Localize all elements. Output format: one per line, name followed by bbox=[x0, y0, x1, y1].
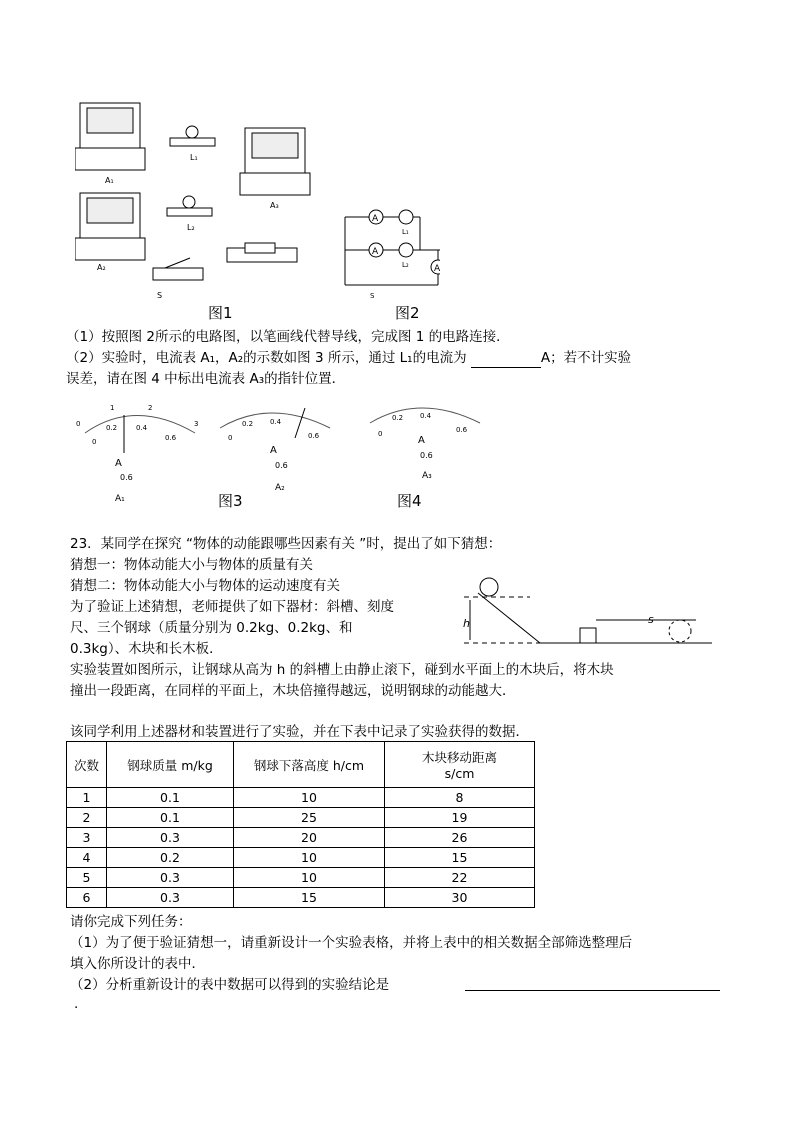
table-cell: 5 bbox=[67, 868, 107, 888]
battery bbox=[227, 243, 297, 262]
table-cell: 10 bbox=[234, 848, 385, 868]
answer-blank[interactable] bbox=[471, 353, 541, 368]
table-row bbox=[67, 828, 535, 848]
table-cell: 0.2 bbox=[107, 848, 234, 868]
svg-text:A: A bbox=[418, 435, 425, 446]
l1-label: L₁ bbox=[190, 153, 198, 162]
table-cell: 22 bbox=[385, 868, 535, 888]
equipment-line2: 尺、三个钢球（质量分别为 0.2kg、0.2kg、和 bbox=[70, 620, 353, 636]
a1-label: A₁ bbox=[105, 176, 114, 185]
scale-label: 0 bbox=[228, 434, 233, 442]
scale-label: 0.4 bbox=[136, 424, 148, 432]
q23-intro: 23．某同学在探究 “物体的动能跟哪些因素有关 ”时，提出了如下猜想： bbox=[70, 536, 502, 552]
figure-1-caption: 图1 bbox=[208, 304, 233, 322]
table-cell: 26 bbox=[385, 828, 535, 848]
svg-text:A₂: A₂ bbox=[275, 483, 285, 493]
table-row bbox=[67, 888, 535, 908]
ammeter-a3 bbox=[240, 128, 310, 195]
scale-label: 0.2 bbox=[392, 414, 404, 422]
task-1-line1: （1）为了便于验证猜想一，请重新设计一个实验表格，并将上表中的相关数据全部筛选整理后 bbox=[70, 935, 633, 951]
bulb-l2 bbox=[167, 196, 212, 216]
q22-part2-line2: 误差，请在图 4 中标出电流表 A₃的指针位置． bbox=[66, 371, 346, 387]
table-cell: 0.3 bbox=[107, 888, 234, 908]
figure-2-circuit-diagram bbox=[340, 205, 440, 300]
table-header-row: 次数 钢球质量 m/kg 钢球下落高度 h/cm 木块移动距离 s/cm bbox=[67, 742, 535, 788]
q22-part1: （1）按照图 2所示的电路图，以笔画线代替导线，完成图 1 的电路连接． bbox=[66, 329, 510, 345]
svg-text:A: A bbox=[270, 445, 277, 456]
table-cell: 1 bbox=[67, 788, 107, 808]
task-2: （2）分析重新设计的表中数据可以得到的实验结论是 bbox=[70, 977, 390, 993]
table-cell: 20 bbox=[234, 828, 385, 848]
svg-text:0.6: 0.6 bbox=[420, 451, 433, 460]
a3-label: A₃ bbox=[270, 201, 279, 210]
s-label: S bbox=[157, 291, 163, 300]
ammeter-a1 bbox=[75, 103, 145, 170]
l2-label: L₂ bbox=[187, 223, 195, 232]
table-row bbox=[67, 788, 535, 808]
setup-line2: 撞出一段距离，在同样的平面上，木块倍撞得越远，说明钢球的动能越大． bbox=[70, 683, 516, 699]
svg-text:A: A bbox=[372, 247, 379, 257]
figure-2-caption: 图2 bbox=[395, 304, 420, 322]
table-cell: 10 bbox=[234, 788, 385, 808]
q22-part2-line1: （2）实验时，电流表 A₁，A₂的示数如图 3 所示，通过 L₁的电流为 A；若不计实验 bbox=[66, 350, 632, 366]
dial-a2-scale bbox=[228, 418, 320, 442]
figure-1-apparatus bbox=[75, 98, 315, 303]
svg-text:A₁: A₁ bbox=[115, 494, 125, 504]
svg-text:A₃: A₃ bbox=[422, 471, 432, 481]
bulb-l1 bbox=[170, 126, 215, 146]
svg-text:A: A bbox=[372, 214, 379, 224]
svg-text:s: s bbox=[648, 613, 654, 626]
switch-s bbox=[153, 258, 203, 280]
table-cell: 15 bbox=[234, 888, 385, 908]
scale-big-label: 0 bbox=[76, 420, 81, 428]
svg-text:0.6: 0.6 bbox=[120, 473, 133, 482]
equipment-line1: 为了验证上述猜想，老师提供了如下器材：斜槽、刻度 bbox=[70, 599, 394, 615]
table-row bbox=[67, 808, 535, 828]
table-row bbox=[67, 848, 535, 868]
figure-3-ammeter-dials bbox=[70, 398, 490, 513]
table-cell: 4 bbox=[67, 848, 107, 868]
scale-label: 0.4 bbox=[420, 412, 432, 420]
table-cell: 0.3 bbox=[107, 828, 234, 848]
table-cell: 19 bbox=[385, 808, 535, 828]
table-cell: 6 bbox=[67, 888, 107, 908]
table-cell: 0.3 bbox=[107, 868, 234, 888]
svg-text:h: h bbox=[463, 617, 470, 630]
incline-experiment-diagram bbox=[460, 575, 720, 650]
table-intro: 该同学利用上述器材和装置进行了实验，并在下表中记录了实验获得的数据． bbox=[70, 724, 529, 740]
guess-2: 猜想二：物体动能大小与物体的运动速度有关 bbox=[70, 578, 340, 594]
data-table bbox=[66, 741, 535, 908]
svg-text:L₁: L₁ bbox=[402, 228, 409, 236]
table-cell: 2 bbox=[67, 808, 107, 828]
table-row bbox=[67, 868, 535, 888]
scale-label: 0.6 bbox=[165, 434, 177, 442]
svg-text:L₂: L₂ bbox=[402, 261, 409, 269]
equipment-line3: 0.3kg）、木块和长木板． bbox=[70, 641, 223, 657]
task-2-end: . bbox=[74, 996, 79, 1012]
a2-label: A₂ bbox=[97, 263, 106, 272]
table-cell: 8 bbox=[385, 788, 535, 808]
svg-text:0.6: 0.6 bbox=[275, 461, 288, 470]
scale-big-label: 3 bbox=[194, 420, 199, 428]
table-cell: 25 bbox=[234, 808, 385, 828]
scale-label: 0.6 bbox=[456, 426, 468, 434]
setup-line1: 实验装置如图所示，让钢球从高为 h 的斜槽上由静止滚下，碰到水平面上的木块后，将木块 bbox=[70, 662, 614, 678]
table-cell: 15 bbox=[385, 848, 535, 868]
ammeter-a2 bbox=[75, 193, 145, 260]
scale-big-label: 1 bbox=[110, 404, 115, 412]
svg-text:A: A bbox=[434, 264, 440, 274]
scale-label: 0 bbox=[92, 438, 97, 446]
answer-line[interactable] bbox=[465, 990, 720, 991]
scale-label: 0.2 bbox=[242, 420, 254, 428]
svg-text:S: S bbox=[370, 292, 375, 300]
table-cell: 3 bbox=[67, 828, 107, 848]
scale-big-label: 2 bbox=[148, 404, 153, 412]
scale-label: 0.4 bbox=[270, 418, 282, 426]
scale-label: 0 bbox=[378, 430, 383, 438]
figure-3-caption: 图3 bbox=[218, 492, 243, 510]
svg-text:A: A bbox=[115, 458, 122, 469]
figure-4-caption: 图4 bbox=[397, 492, 422, 510]
table-cell: 0.1 bbox=[107, 788, 234, 808]
dial-a1 bbox=[85, 415, 195, 453]
task-heading: 请你完成下列任务： bbox=[70, 914, 192, 930]
guess-1: 猜想一：物体动能大小与物体的质量有关 bbox=[70, 557, 313, 573]
scale-label: 0.2 bbox=[106, 424, 118, 432]
scale-label: 0.6 bbox=[308, 432, 320, 440]
table-cell: 0.1 bbox=[107, 808, 234, 828]
table-cell: 10 bbox=[234, 868, 385, 888]
task-1-line2: 填入你所设计的表中． bbox=[70, 956, 205, 972]
table-cell: 30 bbox=[385, 888, 535, 908]
